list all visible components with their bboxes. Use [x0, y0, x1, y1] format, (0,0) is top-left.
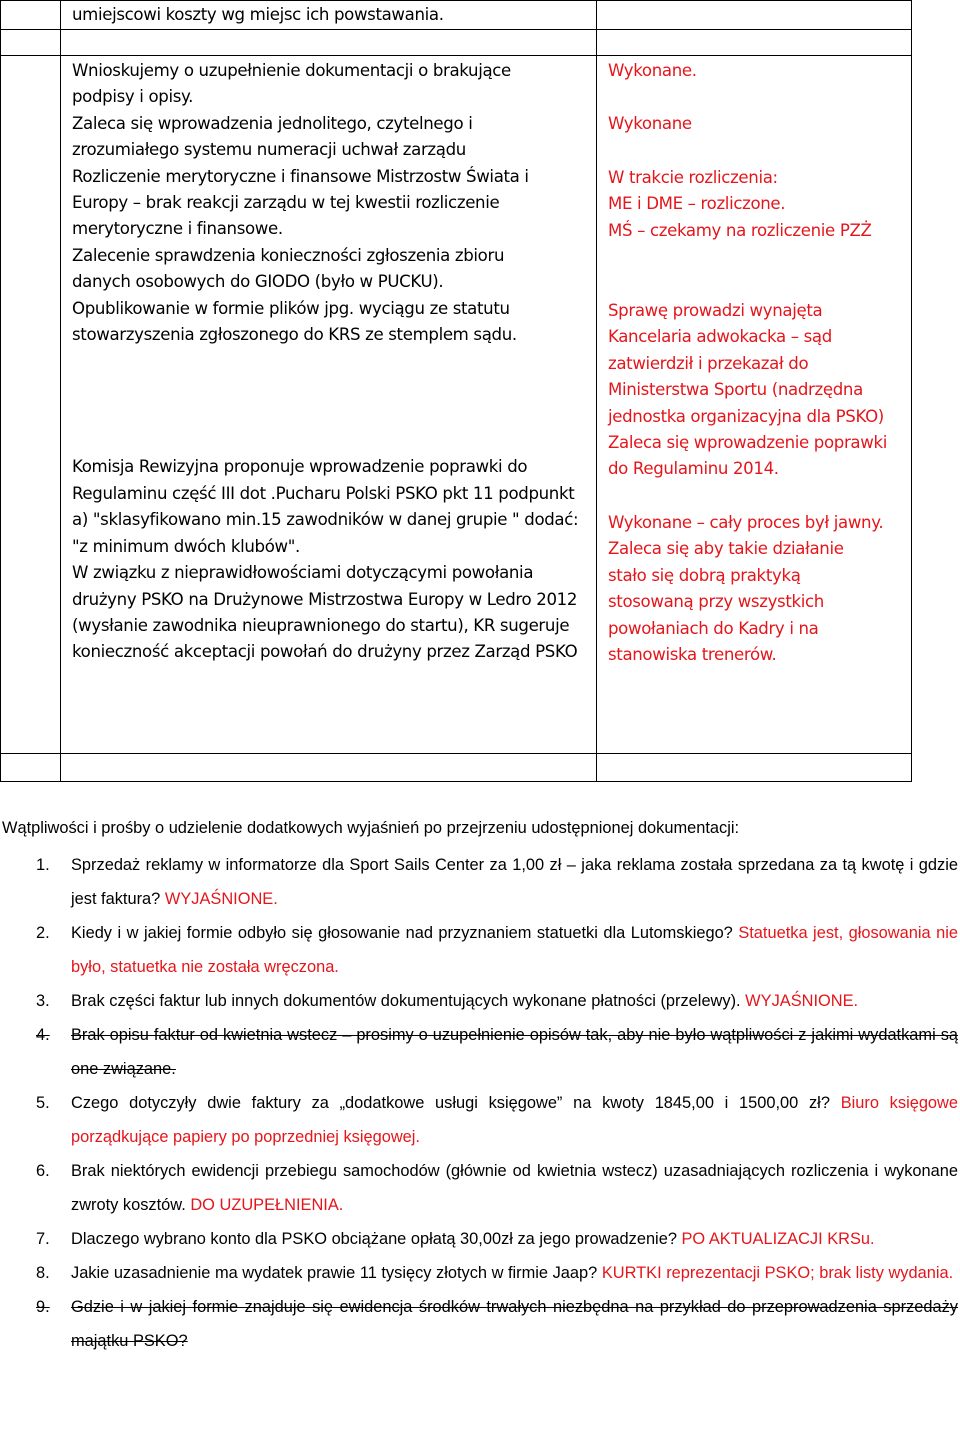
answer-text: WYJAŚNIONE. — [745, 992, 859, 1010]
index-cell — [1, 754, 61, 782]
list-item — [0, 1086, 958, 1154]
status-text: Wykonane — [608, 114, 692, 134]
finding-text: Rozliczenie merytoryczne i finansowe Mistrzostw Świata i Europy – brak reakcji zarządu w tej kwestii rozliczenie merytoryczne i finansowe. — [72, 166, 529, 239]
item-number: 6. — [36, 1162, 50, 1180]
item-number: 7. — [36, 1230, 50, 1248]
list-item — [0, 1256, 958, 1290]
question-text: Czego dotyczyły dwie faktury za „dodatkowe usługi księgowe” na kwoty 1845,00 i 1500,00 zł? — [71, 1094, 830, 1112]
finding-text: Zaleca się wprowadzenia jednolitego, czytelnego i zrozumiałego systemu numeracji uchwał zarządu — [72, 113, 473, 160]
finding-cell — [61, 1, 597, 30]
item-number: 3. — [36, 992, 50, 1010]
list-item — [0, 1154, 958, 1222]
question-text: Gdzie i w jakiej formie znajduje się ewidencja środków trwałych niezbędna na przykład do przeprowadzenia sprzedaży majątku PSKO? — [71, 1298, 958, 1350]
item-number: 8. — [36, 1264, 50, 1282]
item-number: 1. — [36, 856, 50, 874]
finding-text: Wnioskujemy o uzupełnienie dokumentacji o brakujące podpisy i opisy. — [72, 61, 511, 107]
index-cell — [1, 56, 61, 754]
finding-text: Opublikowanie w formie plików jpg. wyciągu ze statutu stowarzyszenia zgłoszonego do KRS ze stemplem sądu. — [72, 298, 517, 345]
status-text: Wykonane. — [608, 61, 697, 80]
answer-text: Statuetka jest, głosowania nie było, statuetka nie została wręczona. — [71, 924, 958, 976]
finding-cell — [61, 754, 597, 782]
status-text: MŚ – czekamy na rozliczenie PZŻ — [608, 220, 872, 240]
answer-text: Biuro księgowe porządkujące papiery po poprzedniej księgowej. — [71, 1094, 959, 1146]
answer-text: KURTKI reprezentacji PSKO; brak listy wydania. — [601, 1264, 954, 1282]
status-text: ME i DME – rozliczone. — [608, 194, 786, 214]
status-text: Zaleca się wprowadzenie poprawki do Regulaminu 2014. — [608, 433, 887, 479]
item-number: 4. — [36, 1026, 50, 1044]
questions-intro: Wątpliwości i prośby o udzielenie dodatkowych wyjaśnień po przejrzeniu udostępnionej dokumentacji: — [2, 819, 740, 837]
finding-text: Zalecenie sprawdzenia konieczności zgłoszenia zbioru danych osobowych do GIODO (było w PUCKU). — [72, 245, 505, 292]
status-cell — [597, 30, 912, 56]
status-text: W trakcie rozliczenia: — [608, 167, 778, 187]
status-text: Zaleca się aby takie działanie stało się dobrą praktyką stosowaną przy wszystkich powołaniach do Kadry i na stanowiska trenerów. — [608, 539, 844, 664]
table-row — [1, 56, 912, 754]
questions-list — [0, 848, 958, 1358]
answer-text: DO UZUPEŁNIENIA. — [190, 1196, 344, 1214]
finding-text: umiejscowi koszty wg miejsc ich powstawania. — [72, 5, 444, 24]
answer-text: WYJAŚNIONE. — [164, 890, 278, 908]
item-number: 9. — [36, 1298, 50, 1316]
item-number: 5. — [36, 1094, 50, 1112]
status-cell — [597, 56, 912, 754]
question-text: Sprzedaż reklamy w informatorze dla Sport Sails Center za 1,00 zł – jaka reklama została sprzedana za tą kwotę i gdzie jest faktura? — [71, 856, 958, 908]
finding-text: Komisja Rewizyjna proponuje wprowadzenie poprawki do Regulaminu część III dot .Pucharu Polski PSKO pkt 11 podpunkt a) "sklasyfikowano min.15 zawodników w danej grupie " dodać: "z minimum dwóch klubów". — [72, 457, 579, 556]
question-text: Brak części faktur lub innych dokumentów dokumentujących wykonane płatności (przelewy). — [71, 992, 741, 1010]
list-item — [0, 1222, 958, 1256]
list-item — [0, 984, 958, 1018]
list-item — [0, 1290, 958, 1358]
question-text: Kiedy i w jakiej formie odbyło się głosowanie nad przyznaniem statuetki dla Lutomskiego? — [71, 924, 733, 942]
finding-cell — [61, 56, 597, 754]
status-text: Wykonane – cały proces był jawny. — [608, 512, 884, 532]
table-row — [1, 1, 912, 30]
finding-text: W związku z nieprawidłowościami dotyczącymi powołania drużyny PSKO na Drużynowe Mistrzostwa Europy w Ledro 2012 (wysłanie zawodnika nieuprawnionego do startu), KR sugeruje konieczność akceptacji powołań do drużyny przez Zarząd PSKO — [72, 563, 578, 662]
list-item — [0, 848, 958, 916]
status-text: Sprawę prowadzi wynajęta Kancelaria adwokacka – sąd zatwierdził i przekazał do Ministerstwa Sportu (nadrzędna jednostka organizacyjna dla PSKO) — [608, 301, 884, 426]
index-cell — [1, 1, 61, 30]
table-row — [1, 30, 912, 56]
answer-text: PO AKTUALIZACJI KRSu. — [681, 1230, 875, 1248]
item-number: 2. — [36, 924, 50, 942]
list-item — [0, 1018, 958, 1086]
question-text: Jakie uzasadnienie ma wydatek prawie 11 tysięcy złotych w firmie Jaap? — [71, 1264, 598, 1282]
status-cell — [597, 1, 912, 30]
question-text: Dlaczego wybrano konto dla PSKO obciążane opłatą 30,00zł za jego prowadzenie? — [71, 1230, 677, 1248]
finding-cell — [61, 30, 597, 56]
index-cell — [1, 30, 61, 56]
list-item — [0, 916, 958, 984]
table-row — [1, 754, 912, 782]
status-cell — [597, 754, 912, 782]
question-text: Brak niektórych ewidencji przebiegu samochodów (głównie od kwietnia wstecz) uzasadniających rozliczenia i wykonane zwroty kosztów. — [71, 1162, 958, 1214]
question-text: Brak opisu faktur od kwietnia wstecz – prosimy o uzupełnienie opisów tak, aby nie było wątpliwości z jakimi wydatkami są one związane. — [71, 1026, 958, 1078]
